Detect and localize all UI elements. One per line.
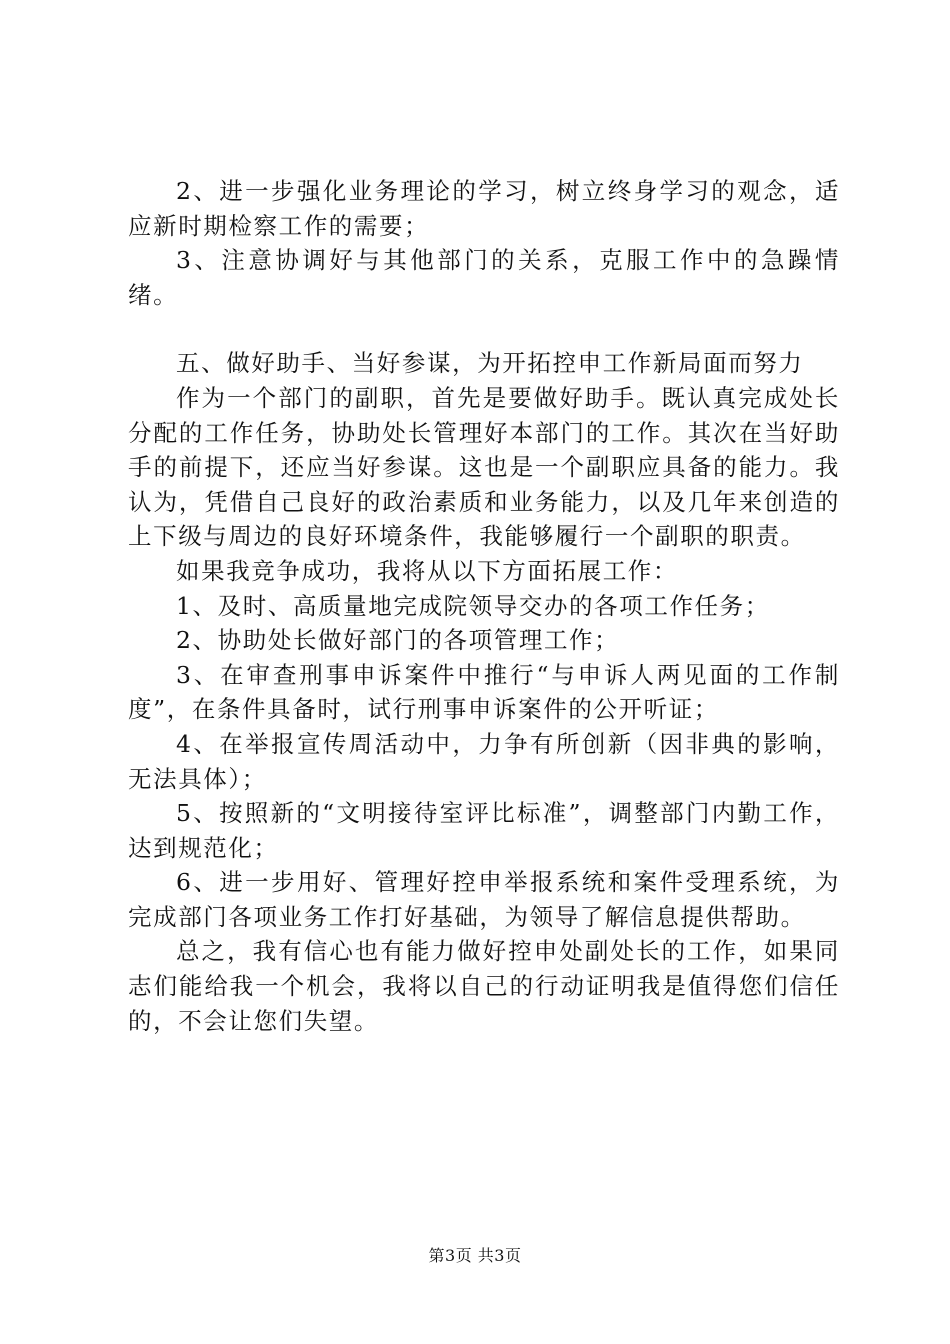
paragraph-gap: [128, 312, 840, 346]
intro-paragraph: 作为一个部门的副职，首先是要做好助手。既认真完成处长分配的工作任务，协助处长管理好本部门的工作。其次在当好助手的前提下，还应当好参谋。这也是一个副职应具备的能力。我认为，凭借自己良好的政治素质和业务能力，以及几年来创造的上下级与周边的良好环境条件，我能够履行一个副职的职责。: [128, 383, 840, 551]
plan-item: 5、按照新的“文明接待室评比标准”，调整部门内勤工作，达到规范化；: [128, 799, 840, 862]
plan-item: 4、在举报宣传周活动中，力争有所创新（因非典的影响，无法具体）；: [128, 729, 840, 793]
plan-item: 6、进一步用好、管理好控申举报系统和案件受理系统，为完成部门各项业务工作打好基础，为领导了解信息提供帮助。: [128, 868, 840, 931]
list-item: 2、进一步强化业务理论的学习，树立终身学习的观念，适应新时期检察工作的需要；: [128, 177, 840, 240]
plan-item: 1、及时、高质量地完成院领导交办的各项工作任务；: [176, 591, 770, 620]
plan-item: 2、协助处长做好部门的各项管理工作；: [176, 626, 620, 655]
document-body: [128, 174, 840, 1038]
list-item: 3、注意协调好与其他部门的关系，克服工作中的急躁情绪。: [128, 246, 840, 309]
page-footer: 第3页 共3页: [428, 1246, 522, 1265]
section-heading: 五、做好助手、当好参谋，为开拓控申工作新局面而努力: [176, 349, 804, 378]
lead-in-paragraph: 如果我竞争成功，我将从以下方面拓展工作：: [176, 556, 678, 585]
closing-paragraph: 总之，我有信心也有能力做好控申处副处长的工作，如果同志们能给我一个机会，我将以自己的行动证明我是值得您们信任的，不会让您们失望。: [128, 937, 840, 1035]
plan-item: 3、在审查刑事申诉案件中推行“与申诉人两见面的工作制度”，在条件具备时，试行刑事申诉案件的公开听证；: [128, 660, 840, 724]
